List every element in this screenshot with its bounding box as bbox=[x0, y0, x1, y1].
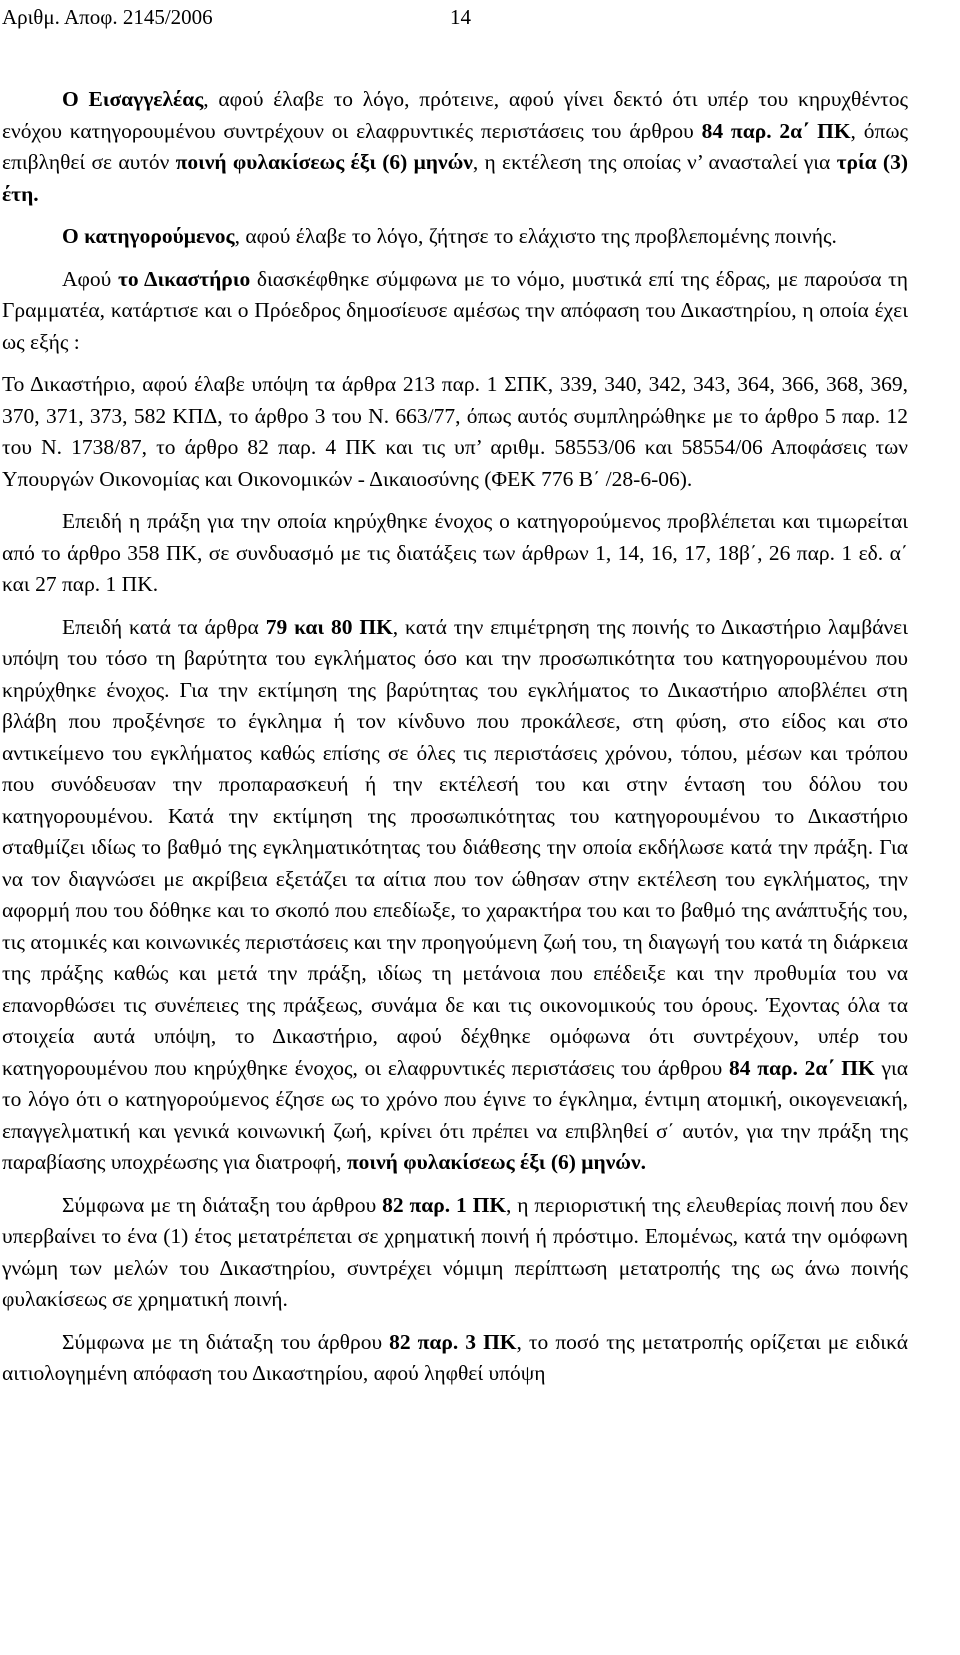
page-number: 14 bbox=[450, 5, 471, 29]
decision-number: Αριθμ. Αποφ. 2145/2006 bbox=[2, 5, 213, 29]
paragraph-prosecutor: Ο Εισαγγελέας, αφού έλαβε το λόγο, πρότεινε, αφού γίνει δεκτό ότι υπέρ του κηρυχθέντος ενόχου κατηγορουμένου συντρέχουν οι ελαφρυντικές περιστάσεις του άρθρου 84 παρ. 2α΄ ΠΚ, όπως επιβληθεί σε αυτόν ποινή φυλακίσεως έξι (6) μηνών, η εκτέλεση της οποίας ν’ ανασταλεί για τρία (3) έτη. bbox=[2, 87, 908, 206]
prosecutor-label: Ο Εισαγγελέας bbox=[62, 87, 204, 111]
paragraph-conversion: Σύμφωνα με τη διάταξη του άρθρου 82 παρ. 1 ΠΚ, η περιοριστική της ελευθερίας ποινή που δεν υπερβαίνει το ένα (1) έτος μετατρέπεται σε χρηματική ποινή ή πρόστιμο. Επομένως, κατά την ομόφωνη γνώμη των μελών του Δικαστηρίου, συντρέχει νόμιμη περίπτωση μετατροπής της ως άνω ποινής φυλακίσεως σε χρηματική ποινή. bbox=[2, 1192, 908, 1311]
document-body bbox=[2, 84, 908, 1401]
paragraph-offence: Επειδή η πράξη για την οποία κηρύχθηκε ένοχος ο κατηγορούμενος προβλέπεται και τιμωρείται από το άρθρο 358 ΠΚ, σε συνδυασμό με τις διατάξεις των άρθρων 1, 14, 16, 17, 18β΄, 26 παρ. 1 εδ. α΄ και 27 παρ. 1 ΠΚ. bbox=[2, 509, 908, 596]
defendant-label: Ο κατηγορούμενος bbox=[62, 224, 235, 248]
paragraph-legal-basis: Το Δικαστήριο, αφού έλαβε υπόψη τα άρθρα 213 παρ. 1 ΣΠΚ, 339, 340, 342, 343, 364, 366, 368, 369, 370, 371, 373, 582 ΚΠΔ, το άρθρο 3 του Ν. 663/77, όπως αυτός συμπληρώθηκε με το άρθρο 5 παρ. 12 του Ν. 1738/87, το άρθρο 82 παρ. 4 ΠΚ και τις υπ’ αριθμ. 58553/06 και 58554/06 Αποφάσεις των Υπουργών Οικονομίας και Οικονομικών - Δικαιοσύνης (ΦΕΚ 776 Β΄ /28-6-06). bbox=[2, 372, 908, 491]
paragraph-defendant: Ο κατηγορούμενος, αφού έλαβε το λόγο, ζήτησε το ελάχιστο της προβλεπομένης ποινής. bbox=[62, 224, 837, 248]
paragraph-conversion-amount: Σύμφωνα με τη διάταξη του άρθρου 82 παρ. 3 ΠΚ, το ποσό της μετατροπής ορίζεται με ειδικά αιτιολογημένη απόφαση του Δικαστηρίου, αφού ληφθεί υπόψη bbox=[2, 1329, 908, 1385]
paragraph-deliberation: Αφού το Δικαστήριο διασκέφθηκε σύμφωνα με το νόμο, μυστικά επί της έδρας, με παρούσα τη Γραμματέα, κατάρτισε και ο Πρόεδρος δημοσίευσε αμέσως την απόφαση του Δικαστηρίου, η οποία έχει ως εξής : bbox=[2, 266, 908, 354]
paragraph-sentencing: Επειδή κατά τα άρθρα 79 και 80 ΠΚ, κατά την επιμέτρηση της ποινής το Δικαστήριο λαμβάνει υπόψη του τόσο τη βαρύτητα του εγκλήματος όσο και την προσωπικότητα του κατηγορουμένου που κηρύχθηκε ένοχος. Για την εκτίμηση της βαρύτητας του εγκλήματος το Δικαστήριο αποβλέπει στη βλάβη που προξένησε το έγκλημα ή τον κίνδυνο που προκάλεσε, στη φύση, στο είδος και στο αντικείμενο του εγκλήματος καθώς επίσης σε όλες τις περιστάσεις χρόνου, τόπου, μέσων και τρόπου που συνόδευσαν την προπαρασκευή ή την εκτέλεσή του και στην ένταση του δόλου του κατηγορουμένου. Κατά την εκτίμηση της προσωπικότητας του κατηγορουμένου το Δικαστήριο σταθμίζει ιδίως το βαθμό της εγκληματικότητας του διάθεσης την οποία εκδήλωσε κατά την πράξη. Για να τον διαγνώσει με ακρίβεια εξετάζει τα αίτια που τον ώθησαν στην εκτέλεση του εγκλήματος, την αφορμή που του δόθηκε και το σκοπό που επεδίωξε, το χαρακτήρα του και το βαθμό της ανάπτυξής του, τις ατομικές και κοινωνικές περιστάσεις και την προηγούμενη ζωή του, τη διαγωγή του κατά τη διάρκεια της πράξης καθώς και μετά την πράξη, ιδίως τη μετάνοια που επέδειξε και την προθυμία του να επανορθώσει τις συνέπειες της πράξεως, συνάμα δε και τις οικονομικούς του όρους. Έχοντας όλα τα στοιχεία αυτά υπόψη, το Δικαστήριο, αφού δέχθηκε ομόφωνα ότι συντρέχουν, υπέρ του κατηγορουμένου που κηρύχθηκε ένοχος, οι ελαφρυντικές περιστάσεις του άρθρου 84 παρ. 2α΄ ΠΚ για το λόγο ότι ο κατηγορούμενος έζησε ως το χρόνο που έγινε το έγκλημα, έντιμη ατομική, οικογενειακή, επαγγελματική και γενικά κοινωνική ζωή, κρίνει ότι πρέπει να επιβληθεί σ΄ αυτόν, για την πράξη της παραβίασης υποχρέωσης για διατροφή, ποινή φυλακίσεως έξι (6) μηνών. bbox=[2, 614, 908, 1174]
